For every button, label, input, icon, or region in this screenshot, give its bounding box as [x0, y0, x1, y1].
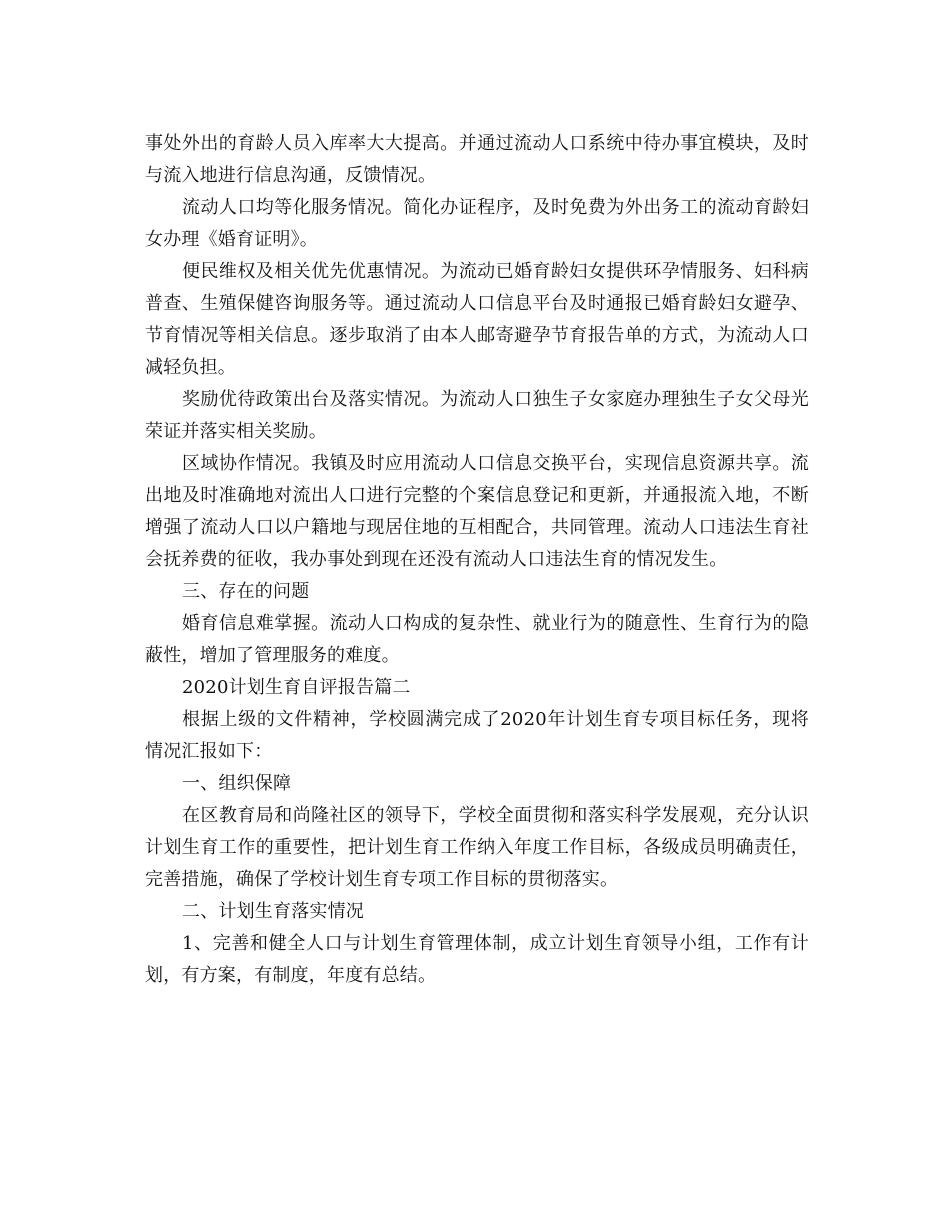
paragraph-report-intro: 根据上级的文件精神，学校圆满完成了2020年计划生育专项目标任务，现将情况汇报如下：	[145, 709, 809, 762]
section-heading-implementation: 二、计划生育落实情况	[182, 901, 364, 922]
report-title-part-two: 2020计划生育自评报告篇二	[182, 677, 411, 698]
paragraph-item-one: 1、完善和健全人口与计划生育管理体制，成立计划生育领导小组，工作有计划，有方案，有制度，年度有总结。	[145, 933, 809, 986]
paragraph-continuation: 事处外出的育龄人员入库率大大提高。并通过流动人口系统中待办事宜模块，及时与流入地进行信息沟通，反馈情况。	[145, 133, 809, 186]
paragraph-regional-cooperation: 区域协作情况。我镇及时应用流动人口信息交换平台，实现信息资源共享。流出地及时准确地对流出人口进行完整的个案信息登记和更新，并通报流入地，不断增强了流动人口以户籍地与现居住地的互相配合，共同管理。流动人口违法生育社会抚养费的征收，我办事处到现在还没有流动人口违法生育的情况发生。	[145, 453, 809, 570]
paragraph-rights-protection: 便民维权及相关优先优惠情况。为流动已婚育龄妇女提供环孕情服务、妇科病普查、生殖保健咨询服务等。通过流动人口信息平台及时通报已婚育龄妇女避孕、节育情况等相关信息。逐步取消了由本人邮寄避孕节育报告单的方式，为流动人口减轻负担。	[145, 261, 809, 378]
paragraph-reward-policy: 奖励优待政策出台及落实情况。为流动人口独生子女家庭办理独生子女父母光荣证并落实相关奖励。	[145, 389, 809, 442]
paragraph-marriage-info: 婚育信息难掌握。流动人口构成的复杂性、就业行为的随意性、生育行为的隐蔽性，增加了管理服务的难度。	[145, 613, 809, 666]
paragraph-organization: 在区教育局和尚隆社区的领导下，学校全面贯彻和落实科学发展观，充分认识计划生育工作的重要性，把计划生育工作纳入年度工作目标，各级成员明确责任，完善措施，确保了学校计划生育专项工作目标的贯彻落实。	[145, 805, 809, 890]
section-heading-problems: 三、存在的问题	[182, 581, 310, 602]
document-body	[145, 128, 809, 992]
paragraph-equal-service: 流动人口均等化服务情况。简化办证程序，及时免费为外出务工的流动育龄妇女办理《婚育证明》。	[145, 197, 809, 250]
section-heading-organization: 一、组织保障	[182, 773, 292, 794]
